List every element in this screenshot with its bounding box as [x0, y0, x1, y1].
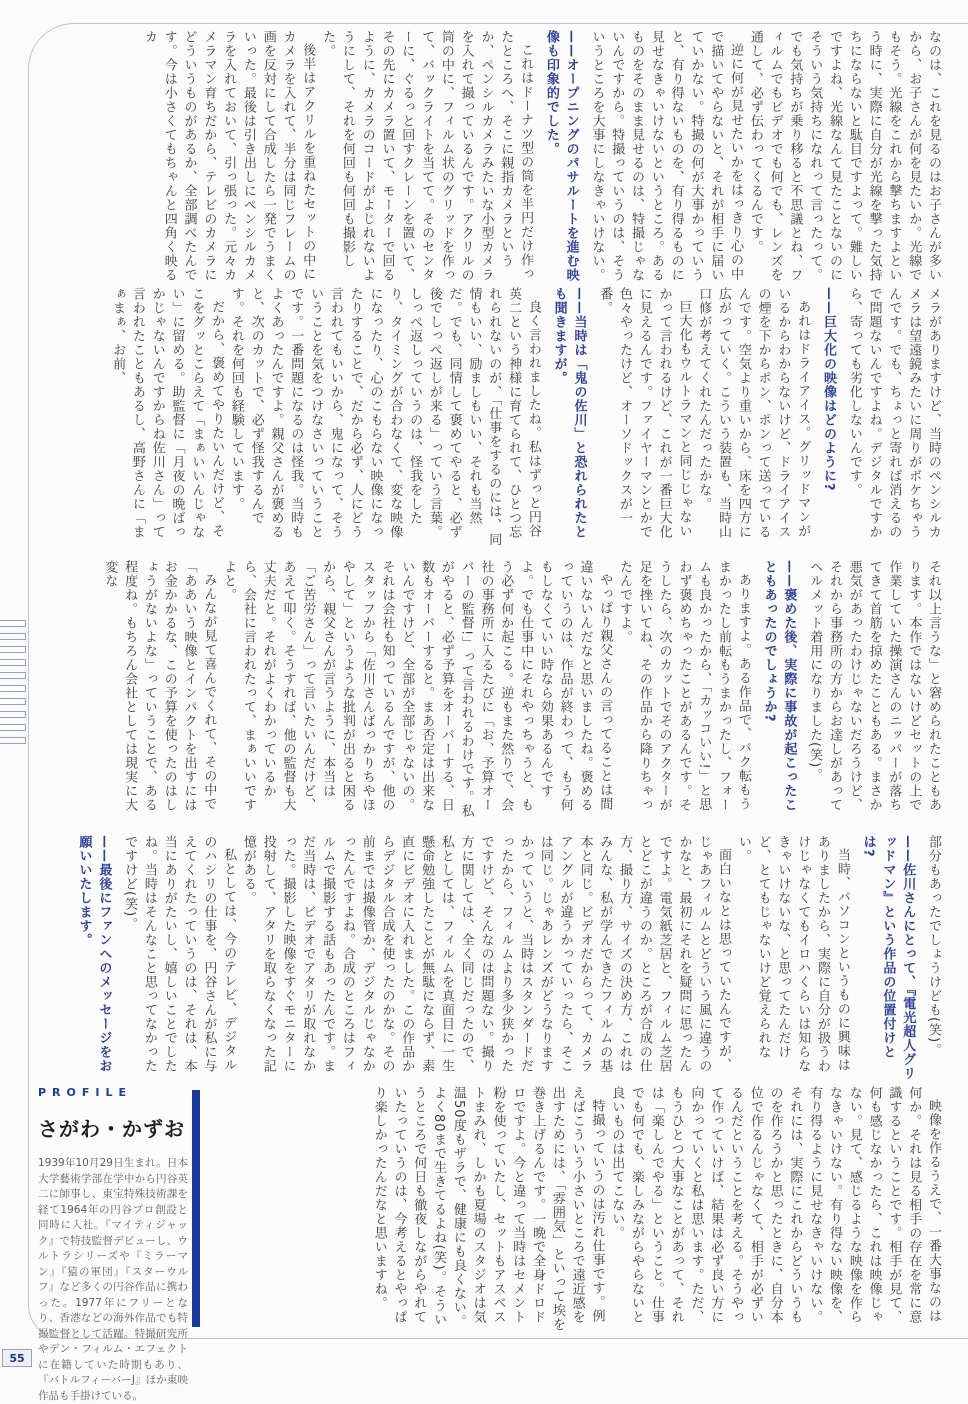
article-paragraph: あれはドライアイス。グリッドマンがいるからわからないけど、ドライアイスの煙を下からポン、ポンって送っているんです。空気より重いから、床を四方に広がっていく。こういう装置も、当時山口修が考えてくれたんだったかな。: [696, 287, 811, 539]
profile-label: PROFILE: [38, 1086, 133, 1099]
article-paragraph: 部分もあったでしょうけども(笑)。: [926, 835, 941, 1058]
article-paragraph: 映像を作るうえで、一番大事なのは何か。それは見る相手の存在を常に意識するということです。相手が見て、何も感じなかったら、これは映像じゃない。見て、感じるような映像を作らなきゃいけない。有り得ない映像を、有り得るように見せなきゃいけない。それには、実際にこれからどういうものを作ろうかと思ったときに、自分本位で作るんじゃなくて、相手が必ずいるんだということを考える。そうやって作っていけば、結果は必ず良い方に向かっていくと私は思います。ただ、もうひとつ大事なことがあって、それは「楽しんでやる」ということ。仕事でも何でも、楽しみながらやらないと良いものは出てこない。: [609, 1086, 941, 1324]
interview-question: ——最後にファンへのメッセージをお願いいたします。: [76, 835, 112, 1073]
tab-mark: [0, 633, 26, 640]
article-band-4: [50, 835, 943, 1081]
tab-mark: [0, 685, 26, 692]
article-paragraph: 私としては、今のテレビ、デジタルのハシリの仕事を、円谷さんが私に与えてくれたっていうのは、それは、本当にありがたいし、嬉しいことでしたね。当時はそんなこと思ってなかったですけど(笑)。: [122, 835, 237, 1073]
article-band-2: [50, 287, 943, 547]
page-number-box: [2, 1349, 32, 1367]
article-paragraph: やっぱり親父さんの言ってることは間違いないんだなと思いましたね。褒めるっていうのは、作品が終わって、もう何もしなくていい時なら効果あるんですよ。でも仕事中にそれやっちゃうと、もう必ず何か起こる。逆もまた然りで、会社の事務所に入るたびに「お、予算オーバーの監督!」って言われるわけです。私がやると、必ず予算をオーバーする、日数もオーバーすると。まあ否定は出来ないんですけど、全部が全部じゃないの。それは会社も知っているんですが、他のスタッフから「佐川さんばっかりちやほやして」というような批判が出ると困るから、親父さんが言うように、本当は「ご苦労さん」って言いたいんだけど、あえて叩く。そうすれば、他の監督も大丈夫だと。それがよくわかっているから、会社に言われたって、まぁいいですよと。: [221, 560, 613, 819]
interview-question: ——オープニングのパサルートを進む映像も印象的でした。: [543, 30, 579, 282]
article-band-1: [50, 30, 943, 282]
article-paragraph: 巨大化もウルトラマンと同じじゃないかって言われるけど、これが一番巨大化に見えるんです。ファイヤーマンとかで色々やったけど、オーソドックスが一番。: [597, 287, 692, 539]
profile-accent-bar: [192, 1090, 200, 1327]
profile-name: さがわ・かずお: [38, 1117, 185, 1141]
tab-mark: [0, 711, 26, 718]
interview-question: ——褒めた後、実際に事故が起こったこともあったのでしょうか?: [761, 560, 797, 812]
article-paragraph: 後半はアクリルを重ねたセットの中にカメラを入れて、半分は同じフレームの画を反対にして合成したら一発でうまくいった。最後は引き出しにペンシルカメラを入れておいて、引っ張った。元々カメラマン育ちだから、テレビのカメラにどういうものがあるか、全部調べたんです。今は小さくてもちゃんと四角く映るカ: [141, 30, 316, 282]
profile-bio: 1939年10月29日生まれ。日本大学藝術学部在学中から円谷英二に師事し、東宝特殊技術課を経て1964年の円谷プロ創設と同時に入社。『マイティジャック』で特技監督デビューし、ウルトラシリーズや『ミラーマン』『猿の軍団』『スターウルフ』など多くの円谷作品に携わった。1977年にフリーとなり、香港などの海外作品でも特撮監督として活躍。特撮研究所やデン・フィルム・エフェクトに在籍していた時期もあり、『バトルフィーバーJ』ほか東映作品も手掛けている。: [38, 1157, 188, 1402]
interview-question: ——当時は「鬼の佐川」と恐れられたとも聞きますが。: [551, 287, 587, 539]
article-paragraph: それ以上言うな」と窘められたこともあります。本作ではないけどセットの上で作業していた操演さんのニッパーが落ちてきて首筋を掠めたこともある。まさか悪気があったわけじゃないだろうけど、それから事務所の方からお達しがあってヘルメット着用になりました(笑)。: [807, 560, 941, 812]
article-paragraph: 良く言われましたね。私はずっと円谷英二という神様に育てられて、ひとつ忘れられないのが、「仕事をするのには、同情もいい、励ましもいい、それも当然だ。でも、同情して褒めてやると、必ず後でしっぺ返しが来る」っていう言葉。しっぺ返しっていうのは、怪我をしたり、タイミングが合わなくて、変な映像になったり、心のこもらない映像になったりすることで、だから必ず、人にどう言われてもいいから、鬼になって、そういうことを気をつけなさいっていうことです。一番問題になるのは怪我。当時もよくあったんですよ。親父さんが褒めると、次のカットで、必ず怪我するんです。それを何回も経験しています。: [228, 287, 541, 547]
article-band-5: [240, 1086, 943, 1334]
article-paragraph: 特撮っていうのは汚れ仕事です。例えばこういう小さいところで遠近感を出すためには、「雰囲気」といって埃を巻き上げるんです。一晩で全身ドロドロですよ。今と違って当時はセメント粉を使っていたし、セットもアスベストまみれ、しかも夏場のスタジオは気温50度もザラで、健康にも良くない。よく80まで生きてるよね(笑)。そういうところで何日も徹夜しながらやれていたっていうのは、今考えるとやっぱり楽しかったんだなと思いますね。: [371, 1086, 605, 1332]
left-tab-marks: [0, 620, 28, 750]
article-paragraph: ありますよ。ある作品で、バク転もうまかったし前転もうまかったし、フォームも良かったから、「カッコいい!」と思わず褒めちゃったことがあるんです。そうしたら、次のカットでそのアクターが足を挫いてね、その作品から降りちゃったんですよ。: [617, 560, 751, 812]
article-paragraph: みんなが見て喜んでくれて、その中で「ああいう映像とインパクトを出すにはお金かかるな、この予算を使ったのはしょうがないよな」っていうことで、ある程度ね。もちろん会社としては現実に大変な: [102, 560, 217, 812]
tab-mark: [0, 659, 26, 666]
tab-mark: [0, 724, 26, 731]
tab-mark: [0, 672, 26, 679]
tab-mark: [0, 620, 26, 627]
tab-mark: [0, 737, 26, 744]
profile-box: [38, 1086, 208, 1404]
article-paragraph: だから、褒めてやりたいんだけど、そこをグッとこらえて「まぁいいんじゃない」に留める。助監督に「月夜の晩ばっかじゃないんですからね佐川さん」って言われたこともあるし、高野さんに「まぁまぁ、お前、: [110, 287, 225, 539]
article-band-3: [50, 560, 943, 820]
article-paragraph: なのは、これを見るのはお子さんが多いから、お子さんが何を見たいか。光線でもそう。光線をこれから撃ちますよという時に、実際に自分が光線を撃った気持ちにならないと駄目ですよって。難しいですよね、光線なんて見たことないのにそういう気持ちになれって言ったって。でも気持ちが乗り移ると不思議とね、フィルムでもビデオでも何でも、レンズを通して、必ず伝わってくるんです。: [747, 30, 941, 282]
article-paragraph: 逆に何が見せたいかをはっきり心の中で描いてやらないと、それが相手に届いていかない。特撮の何が大事かっていうと、有り得ないものを、有り得るものに見せなきゃいけないというところ。あるものをそのまま見せるのは、特撮じゃないんですから。特撮っていうのは、そういうところを大事にしなきゃいけない。: [589, 30, 744, 282]
article-paragraph: これはドーナツ型の筒を半円だけ作ったところへ、そこに親指カメラというか、ペンシルカメラみたいな小型カメラを入れて撮っているんです。アクリルの筒の中に、フィルム状のグリッドを作って、バックライトを当てて。そのセンターに、ぐるっと回すクレーンを置いて、その先にカメラ置いて、モーターで回るように、カメラのコードがよじれないようにして、それを何回も何回も撮影した。: [320, 30, 534, 282]
article-paragraph: 面白いなとは思っていたんですが、じゃあフィルムとどういう風に違うのかなと、最初にそれを疑問に思ったんですよ。電気紙芝居と、フィルム芝居とどこが違うのか。ところが合成の仕方、撮り方、サイズの決め方、これはみんな、私が学んできたフィルムの基本と同じ。ビデオだからって、カメラアングルが違うかっていったら、そこは同じ。じゃあレンズがどうなりますかっていうと、当時はスタンダードだったから、フィルムより多少狭かったですけど、そんなのは問題ない。撮り方に関しては、全く同じだったので、私としては、フィルムを真面目に一生懸命勉強したことが無駄にならず、素直にビデオに入れました。この作品からデジタル合成を使ったのかな。その前までは撮像管か、デジタルじゃなかったんですよね。合成のところはフィルムで撮影する話もあったんです。まだ当時は、ビデオでアタリが取れなかった。撮影した映像をすぐモニターに投射して、アタリを取らなくなった記憶がある。: [240, 835, 732, 1073]
interview-question: ——巨大化の映像はどのように?: [821, 287, 837, 492]
page-number: 55: [9, 1351, 25, 1365]
tab-mark: [0, 698, 26, 705]
article-paragraph: メラがありますけど、当時のペンシルカメラは望遠鏡みたいに周りがボケちゃうんです。でも、ちょっと寄れば消えるので問題ないんですよね。デジタルですから、寄っても劣化しないんです。: [846, 287, 941, 539]
interview-question: ——佐川さんにとって、『電光超人グリッドマン』という作品の位置付けとは?: [860, 835, 916, 1081]
article-paragraph: 当時、パソコンというものに興味はありましたから、実際に自分が扱うわけじゃなくてもイロハくらいは知らなきゃいけないな、と思ってたんだけど、とてもじゃないけど覚えられない。: [735, 835, 850, 1073]
tab-mark: [0, 646, 26, 653]
